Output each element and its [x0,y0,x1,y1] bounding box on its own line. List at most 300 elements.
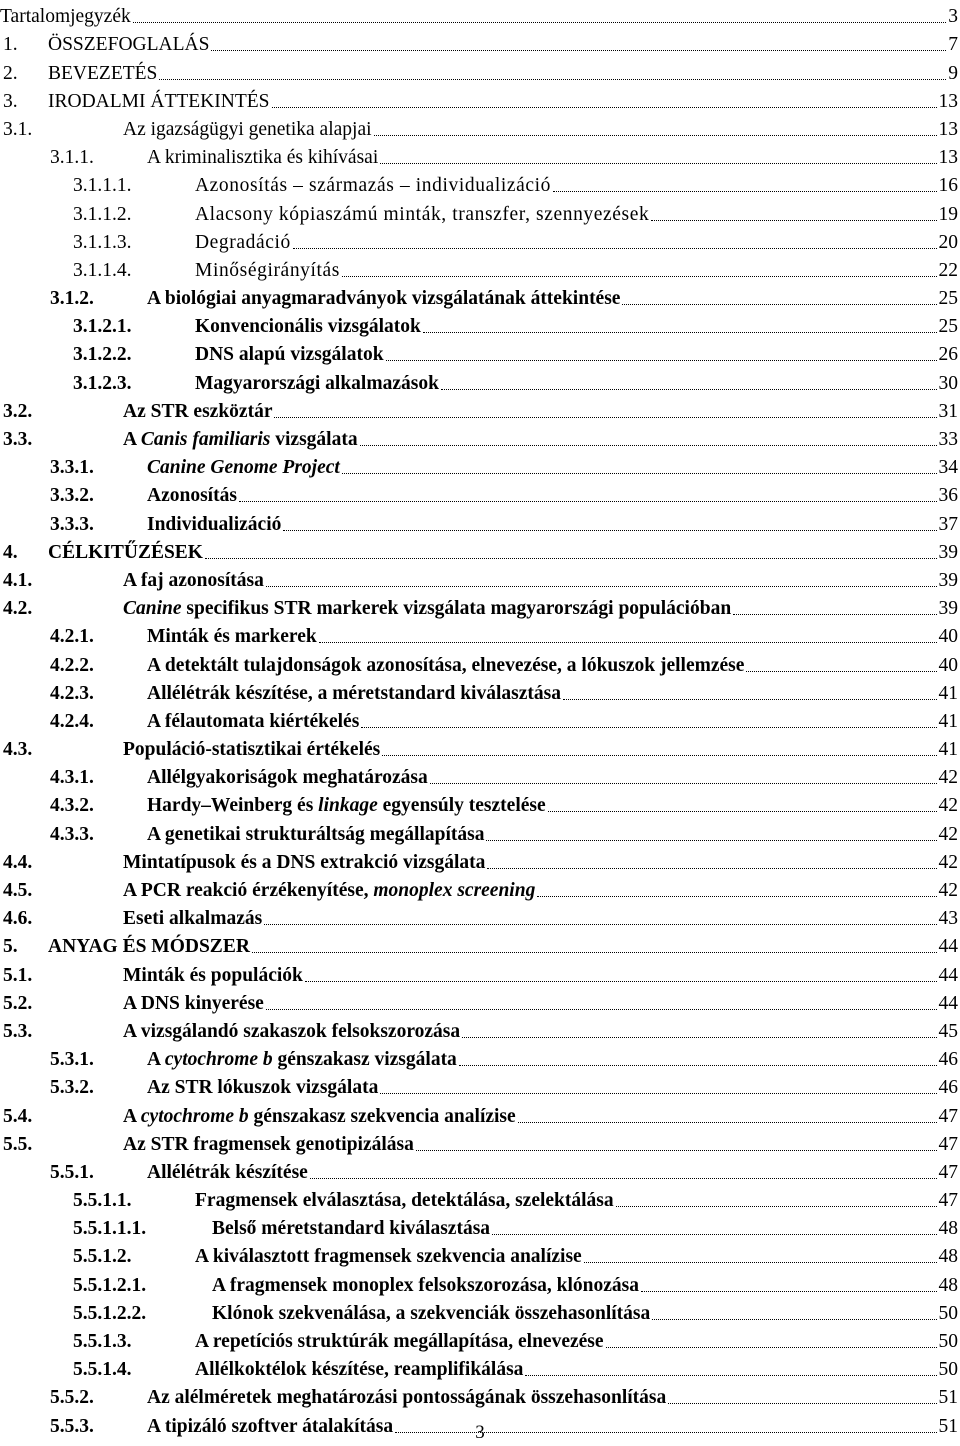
toc-title-text: A [123,429,141,450]
toc-entry-title [48,34,209,56]
toc-entry[interactable] [0,648,960,676]
toc-title-text: Minták és populációk [123,964,303,986]
toc-title-text: A fragmensek monoplex felsokszorozása, klónozása [212,1274,640,1296]
toc-entry[interactable] [0,817,960,845]
toc-title-text: A kiválasztott fragmensek szekvencia analízise [195,1246,582,1268]
toc-entry-page: 47 [938,1105,958,1127]
toc-entry-title [147,288,620,310]
toc-entry-page: 45 [938,1020,958,1042]
toc-entry-number: 3.1.1.3. [73,231,132,253]
toc-title-text: Konvencionális vizsgálatok [195,316,421,338]
toc-title-text: Alacsony kópiaszámú minták, transzfer, szennyezések [195,203,650,225]
toc-entry-title [212,1275,639,1297]
toc-entry-page: 9 [948,62,958,84]
toc-entry-number: 4.3.2. [50,795,94,817]
toc-entry[interactable] [0,451,960,479]
toc-entry-title [147,767,428,789]
toc-entry-number: 5.2. [3,992,33,1014]
toc-entry-page: 46 [938,1077,958,1099]
toc-title-text: génszakasz szekvencia analízise [248,1105,516,1127]
toc-dot-leader [746,670,936,672]
toc-entry-page: 13 [938,90,958,112]
toc-entry-number: 3.2. [3,400,33,422]
toc-dot-leader [305,980,937,982]
toc-dot-leader [205,557,937,559]
toc-entry-title [123,570,264,592]
toc-title-italic: linkage [318,795,378,817]
toc-entry-title [123,880,535,902]
toc-entry-page: 16 [938,175,958,197]
toc-entry-title [195,175,551,197]
toc-entry[interactable] [0,1184,960,1212]
toc-title-text: Allélétrák készítése [147,1161,308,1183]
toc-title-text: Az STR lókuszok vizsgálata [147,1077,379,1099]
toc-entry-page: 48 [938,1218,958,1240]
toc-entry-page: 26 [938,344,958,366]
toc-title-text: A vizsgálandó szakaszok felsokszorozása [123,1020,461,1042]
toc-title-text: A repetíciós struktúrák megállapítása, elnevezése [195,1331,604,1352]
toc-entry-number: 5.1. [3,964,33,986]
toc-entry[interactable] [0,0,960,28]
toc-entry-title [123,1021,460,1043]
toc-entry-page: 47 [938,1161,958,1183]
toc-entry-page: 42 [938,767,958,789]
toc-dot-leader [386,359,937,361]
toc-entry-title [123,119,372,141]
toc-title-text: Degradáció [195,231,291,253]
toc-title-text: Hardy–Weinberg és [147,795,319,817]
toc-entry-title [195,1359,523,1381]
toc-entry-number: 4.5. [3,880,33,901]
toc-entry[interactable] [0,310,960,338]
toc-title-text: Az STR fragmensek genotipizálása [123,1133,414,1155]
toc-entry-page: 37 [938,513,958,535]
toc-entry[interactable] [0,1381,960,1409]
toc-entry-title [48,936,250,958]
toc-entry-title [0,6,131,28]
toc-entry[interactable] [0,761,960,789]
toc-entry-page: 50 [938,1331,958,1352]
toc-entry-page: 42 [938,795,958,817]
toc-entry[interactable] [0,536,960,564]
toc-entry-page: 36 [938,485,958,507]
toc-entry-page: 50 [938,1359,958,1381]
toc-entry[interactable] [0,1325,960,1353]
toc-entry-number: 5.3.2. [50,1077,94,1099]
toc-dot-leader [584,1261,937,1263]
toc-entry-number: 3.1. [3,118,33,140]
toc-title-text: Allélgyakoriságok meghatározása [147,767,428,789]
toc-title-text: Klónok szekvenálása, a szekvenciák összehasonlítása [212,1302,651,1324]
toc-entry-number: 3.1.1.2. [73,203,132,225]
toc-entry-number: 3.1.2.2. [73,344,132,366]
toc-entry-page: 34 [938,457,958,479]
toc-entry-page: 44 [938,992,958,1014]
toc-entry-page: 19 [938,203,958,225]
toc-entry[interactable] [0,958,960,986]
toc-entry[interactable] [0,1071,960,1099]
toc-dot-leader [361,726,936,728]
toc-entry-page: 13 [938,118,958,140]
toc-entry-number: 3.1.2.1. [73,316,132,338]
toc-entry-page: 33 [938,429,958,450]
toc-title-text: Az igazságügyi genetika alapjai [123,118,372,140]
toc-entry-title [123,739,380,761]
toc-dot-leader [492,1233,936,1235]
toc-title-text: A biológiai anyagmaradványok vizsgálatának áttekintése [147,288,621,310]
toc-title-text: A faj azonosítása [123,569,264,591]
toc-entry-number: 5.5.1.2.1. [73,1274,147,1296]
toc-dot-leader [380,1092,936,1094]
toc-entry[interactable] [0,705,960,733]
toc-entry-title [48,542,203,564]
toc-entry[interactable] [0,1240,960,1268]
toc-entry-number: 5.5.1.2.2. [73,1302,147,1324]
toc-entry-number: 5.3.1. [50,1049,94,1071]
toc-title-text: A kriminalisztika és kihívásai [147,147,379,169]
toc-title-text: Belső méretstandard kiválasztása [212,1218,491,1240]
toc-dot-leader [360,444,937,446]
toc-dot-leader [553,190,937,192]
toc-entry-page: 7 [948,34,958,56]
toc-entry[interactable] [0,1099,960,1127]
toc-entry-page: 46 [938,1049,958,1071]
toc-title-text: Tartalomjegyzék [0,6,131,28]
toc-entry-page: 31 [938,400,958,422]
toc-dot-leader [239,500,937,502]
toc-entry-title [123,1134,414,1156]
toc-entry-title [212,1218,490,1240]
toc-dot-leader [430,782,937,784]
toc-entry-number: 5.5.1.2. [73,1246,132,1268]
toc-entry[interactable] [0,423,960,451]
toc-title-text: génszakasz vizsgálata [272,1049,457,1071]
toc-entry-title [195,1190,614,1212]
toc-entry-title [123,908,262,930]
toc-dot-leader [342,275,937,277]
toc-entry[interactable] [0,1297,960,1325]
toc-entry[interactable] [0,1015,960,1043]
toc-entry-number: 2. [3,62,18,84]
toc-entry[interactable] [0,282,960,310]
toc-dot-leader [641,1290,936,1292]
toc-entry-title [123,401,272,423]
toc-entry-title [195,1331,604,1353]
toc-entry-page: 50 [938,1302,958,1324]
toc-entry[interactable] [0,620,960,648]
toc-entry-title [195,1246,582,1268]
toc-title-text: A tipizáló szoftver átalakítása [147,1415,394,1437]
toc-entry-number: 4.3.1. [50,767,94,789]
toc-entry-title [123,993,264,1015]
toc-entry-page: 41 [938,682,958,704]
toc-entry-page: 51 [938,1415,958,1437]
toc-entry[interactable] [0,846,960,874]
toc-entry-number: 5.3. [3,1020,33,1042]
toc-entry-title [195,344,384,366]
toc-entry-page: 3 [948,6,958,28]
toc-entry-title [147,626,317,648]
toc-dot-leader [733,613,936,615]
toc-entry-page: 25 [938,316,958,338]
toc-entry-title [147,711,359,733]
toc-entry[interactable] [0,85,960,113]
toc-title-text: vizsgálata [270,429,358,450]
toc-entry-title [147,1162,308,1184]
toc-dot-leader [374,134,937,136]
toc-entry-title [147,1387,666,1409]
toc-entry-page: 41 [938,739,958,761]
toc-dot-leader [652,1318,936,1320]
toc-entry-number: 5.5.1.1. [73,1190,132,1212]
toc-entry-title [195,373,439,395]
toc-entry-title [147,147,378,169]
toc-title-text: A [123,1105,141,1127]
toc-entry[interactable] [0,1353,960,1381]
toc-entry-number: 4.3. [3,739,33,761]
toc-entry-title [123,1106,516,1128]
toc-entry[interactable] [0,902,960,930]
toc-dot-leader [266,1008,937,1010]
toc-entry-page: 51 [938,1387,958,1409]
toc-dot-leader [668,1402,936,1404]
toc-title-italic: cytochrome b [164,1049,273,1071]
toc-title-text: Eseti alkalmazás [123,908,263,930]
toc-title-text: Allélkoktélok készítése, reamplifikálása [195,1359,524,1381]
toc-title-text: Minták és markerek [147,626,317,648]
toc-entry[interactable] [0,874,960,902]
toc-entry-page: 30 [938,372,958,394]
toc-dot-leader [416,1149,937,1151]
toc-entry-page: 47 [938,1190,958,1212]
toc-entry-title [123,852,485,874]
toc-title-text: egyensúly tesztelése [377,795,546,817]
toc-title-italic: monoplex screening [373,880,536,901]
toc-title-text: A félautomata kiértékelés [147,710,360,732]
toc-title-italic: Canis familiaris [140,429,271,450]
toc-dot-leader [622,303,936,305]
toc-dot-leader [525,1374,936,1376]
toc-title-text: Minőségirányítás [195,259,340,281]
toc-dot-leader [159,78,946,80]
toc-entry-title [48,63,157,85]
toc-entry-number: 4.3.3. [50,823,94,845]
toc-dot-leader [274,416,936,418]
toc-dot-leader [272,106,937,108]
toc-entry-page: 13 [938,147,958,169]
toc-entry-title [147,1077,378,1099]
toc-dot-leader [651,219,936,221]
toc-entry[interactable] [0,479,960,507]
toc-entry-number: 1. [3,34,18,56]
toc-entry-number: 3.1.1.1. [73,175,132,197]
toc-entry-page: 25 [938,288,958,310]
toc-entry-page: 44 [938,964,958,986]
toc-entry[interactable] [0,56,960,84]
toc-entry[interactable] [0,987,960,1015]
toc-entry-title [147,655,744,677]
toc-entry[interactable] [0,1128,960,1156]
toc-entry-title [123,598,731,620]
toc-entry-number: 3.3.3. [50,513,94,535]
toc-entry-page: 39 [938,569,958,591]
toc-entry-page: 42 [938,880,958,901]
toc-entry[interactable] [0,1156,960,1184]
toc-dot-leader [252,951,937,953]
toc-dot-leader [310,1177,937,1179]
toc-title-text: Mintatípusok és a DNS extrakció vizsgálata [123,851,486,873]
page-number: 3 [475,1422,485,1443]
toc-dot-leader [283,529,936,531]
toc-entry-title [195,260,340,282]
toc-title-text: A DNS kinyerése [123,992,264,1014]
toc-entry[interactable] [0,1043,960,1071]
toc-entry[interactable] [0,197,960,225]
toc-entry[interactable] [0,789,960,817]
toc-title-text: A [147,1049,165,1071]
toc-title-italic: cytochrome b [140,1105,249,1127]
toc-entry-number: 3.1.1.4. [73,259,132,281]
toc-entry-page: 44 [938,936,958,958]
toc-dot-leader [459,1064,937,1066]
toc-title-text: Allélétrák készítése, a méretstandard kiválasztása [147,682,561,704]
toc-dot-leader [342,472,937,474]
toc-entry-title [195,232,291,254]
toc-entry-number: 5.5. [3,1133,33,1155]
toc-dot-leader [264,923,936,925]
toc-entry[interactable] [0,28,960,56]
toc-entry-number: 4.2. [3,598,33,620]
toc-title-text: A PCR reakció érzékenyítése, [123,880,374,901]
toc-entry-number: 4.2.1. [50,626,94,648]
toc-title-text: A genetikai strukturáltság megállapítása [147,823,485,845]
toc-entry-title [147,795,546,817]
toc-title-text: DNS alapú vizsgálatok [195,344,384,366]
toc-dot-leader [616,1205,937,1207]
toc-entry[interactable] [0,395,960,423]
toc-title-text: Individualizáció [147,513,282,535]
toc-entry[interactable] [0,113,960,141]
toc-title-text: BEVEZETÉS [48,62,158,84]
toc-entry-page: 39 [938,541,958,563]
toc-entry-number: 5.5.1.3. [73,1331,132,1352]
toc-dot-leader [441,388,937,390]
toc-title-text: specifikus STR markerek vizsgálata magyarországi populációban [181,598,732,620]
toc-entry[interactable] [0,226,960,254]
toc-title-text: CÉLKITŰZÉSEK [48,541,203,563]
toc-title-text: ANYAG ÉS MÓDSZER [48,936,250,958]
toc-entry[interactable] [0,733,960,761]
toc-entry-title [123,965,303,987]
toc-dot-leader [382,754,936,756]
toc-entry[interactable] [0,1212,960,1240]
toc-entry-page: 39 [938,598,958,620]
toc-dot-leader [548,810,937,812]
toc-dot-leader [423,331,937,333]
toc-title-text: Populáció-statisztikai értékelés [123,739,381,761]
toc-entry-number: 4.2.2. [50,654,94,676]
toc-title-text: Fragmensek elválasztása, detektálása, szelektálása [195,1190,614,1212]
toc-entry-page: 40 [938,626,958,648]
toc-dot-leader [293,247,937,249]
toc-entry-page: 41 [938,710,958,732]
toc-entry-title [147,683,561,705]
toc-entry[interactable] [0,1268,960,1296]
toc-entry[interactable] [0,338,960,366]
toc-entry-number: 3.1.2.3. [73,372,132,394]
toc-entry[interactable] [0,592,960,620]
toc-entry-number: 4. [3,541,18,563]
toc-entry-title [147,1049,457,1071]
toc-entry-number: 5.5.1.4. [73,1359,132,1381]
toc-dot-leader [563,698,937,700]
toc-entry-number: 3.3.2. [50,485,94,507]
toc-dot-leader [319,641,937,643]
toc-entry-title [195,204,649,226]
toc-entry-number: 3. [3,90,18,112]
toc-entry-title [195,316,421,338]
toc-title-italic: Canine Genome Project [147,457,340,479]
toc-entry-number: 4.4. [3,851,33,873]
toc-dot-leader [486,839,936,841]
toc-entry[interactable] [0,141,960,169]
toc-entry[interactable] [0,254,960,282]
toc-entry-title [123,429,358,451]
toc-entry-number: 3.1.2. [50,288,94,310]
toc-title-text: Azonosítás – származás – individualizáció [195,175,551,197]
toc-dot-leader [380,162,936,164]
toc-entry-page: 48 [938,1274,958,1296]
toc-entry-number: 4.2.3. [50,682,94,704]
toc-entry-page: 47 [938,1133,958,1155]
toc-entry-page: 40 [938,654,958,676]
toc-entry-title [48,91,270,113]
toc-dot-leader [487,867,936,869]
toc-entry-title [147,457,340,479]
toc-entry-page: 20 [938,231,958,253]
toc-title-text: A detektált tulajdonságok azonosítása, elnevezése, a lókuszok jellemzése [147,654,745,676]
toc-title-text: Magyarországi alkalmazások [195,372,439,394]
toc-dot-leader [133,21,947,23]
toc-entry[interactable] [0,366,960,394]
toc-entry[interactable] [0,930,960,958]
toc-dot-leader [518,1121,937,1123]
toc-entry-number: 5.4. [3,1105,33,1127]
toc-dot-leader [537,895,936,897]
toc-dot-leader [266,585,937,587]
toc-entry-page: 48 [938,1246,958,1268]
toc-entry-page: 42 [938,851,958,873]
toc-entry[interactable] [0,677,960,705]
toc-entry-number: 5. [3,936,18,958]
toc-dot-leader [606,1346,937,1348]
toc-entry-number: 3.1.1. [50,147,94,169]
toc-title-italic: Canine [123,598,182,620]
toc-entry-number: 5.5.1. [50,1161,94,1183]
toc-entry-page: 43 [938,908,958,930]
toc-entry-page: 42 [938,823,958,845]
toc-entry[interactable] [0,507,960,535]
toc-entry-number: 3.3.1. [50,457,94,479]
toc-entry-number: 4.6. [3,908,33,930]
toc-entry-number: 5.5.3. [50,1415,94,1437]
toc-entry[interactable] [0,169,960,197]
toc-entry-number: 5.5.1.1.1. [73,1218,147,1240]
toc-title-text: Azonosítás [147,485,237,507]
toc-title-text: ÖSSZEFOGLALÁS [48,34,210,56]
toc-entry[interactable] [0,564,960,592]
toc-dot-leader [211,49,946,51]
